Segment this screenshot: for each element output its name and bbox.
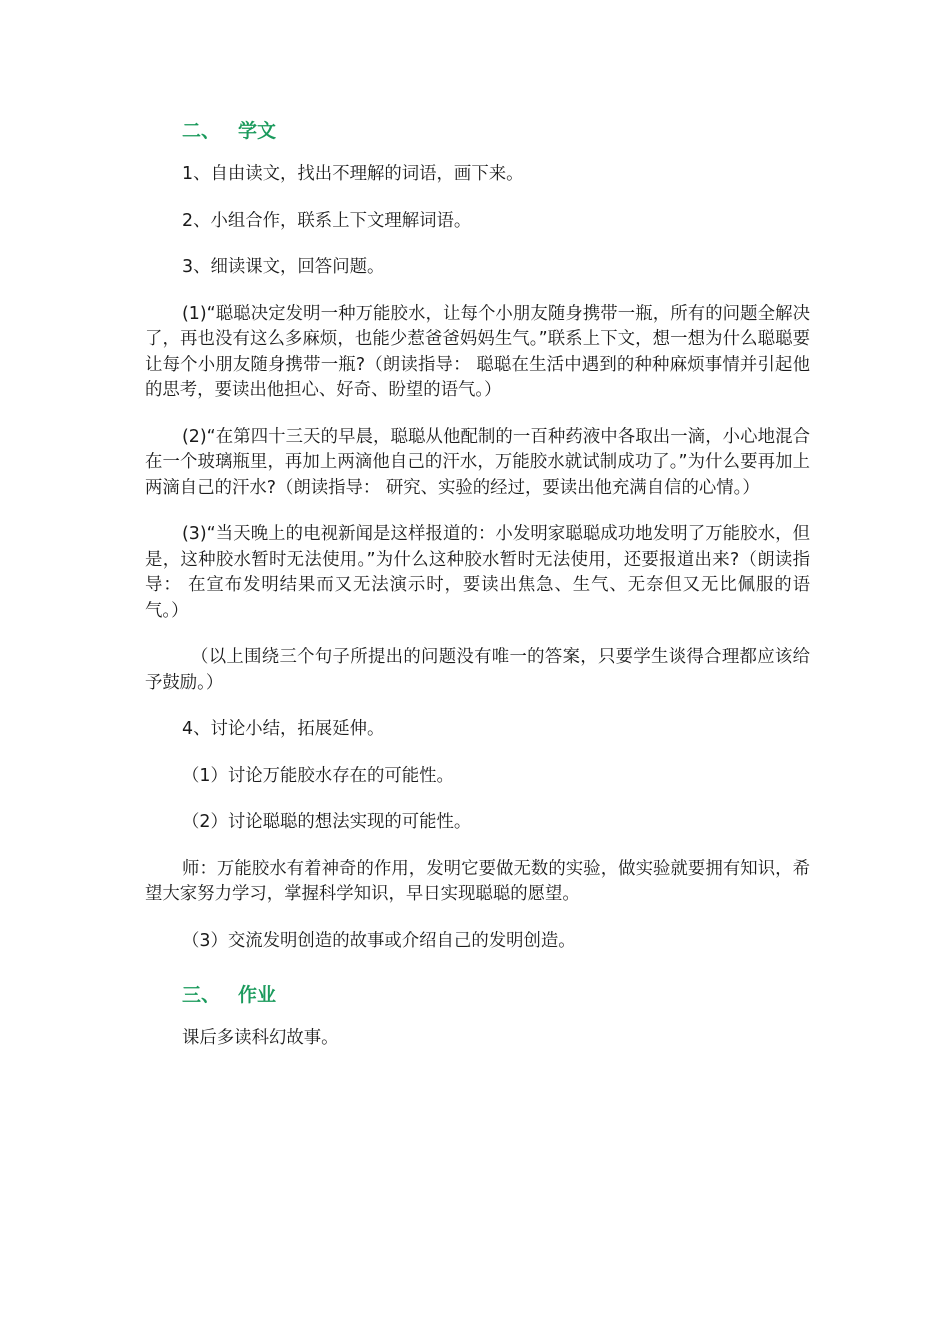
section-title: 作业 xyxy=(238,984,277,1006)
step-4-item-2: （2）讨论聪聪的想法实现的可能性。 xyxy=(182,812,472,832)
section-number: 三、 xyxy=(182,984,221,1006)
step-2: 2、小组合作，联系上下文理解词语。 xyxy=(182,210,472,231)
homework-text: 课后多读科幻故事。 xyxy=(182,1028,339,1048)
section-title: 学文 xyxy=(238,120,277,142)
step-4-item-1: （1）讨论万能胶水存在的可能性。 xyxy=(182,765,454,786)
step-4-item-3: （3）交流发明创造的故事或介绍自己的发明创造。 xyxy=(182,930,576,951)
document-page xyxy=(145,118,810,1073)
section-number: 二、 xyxy=(182,120,221,142)
question-2: (2)“在第四十三天的早晨，聪聪从他配制的一百种药液中各取出一滴，小心地混合在一个玻璃瓶里，再加上两滴他自己的汗水，万能胶水就试制成功了。”为什么要再加上两滴自己的汗水?（朗读指导： 研究、实验的经过，要读出他充满自信的心情。） xyxy=(145,426,810,498)
step-3: 3、细读课文，回答问题。 xyxy=(182,257,385,277)
step-1: 1、自由读文，找出不理解的词语，画下来。 xyxy=(182,164,524,184)
section-heading-homework xyxy=(145,982,810,1008)
question-3: (3)“当天晚上的电视新闻是这样报道的：小发明家聪聪成功地发明了万能胶水，但是，这种胶水暂时无法使用。”为什么这种胶水暂时无法使用，还要报道出来?（朗读指导： 在宣布发明结果而又无法演示时，要读出焦急、生气、无奈但又无比佩服的语气。） xyxy=(145,524,810,621)
answer-note: （以上围绕三个句子所提出的问题没有唯一的答案，只要学生谈得合理都应该给予鼓励。） xyxy=(145,647,810,693)
step-4-title: 4、讨论小结，拓展延伸。 xyxy=(182,719,385,739)
question-1: (1)“聪聪决定发明一种万能胶水，让每个小朋友随身携带一瓶，所有的问题全解决了，再也没有这么多麻烦，也能少惹爸爸妈妈生气。”联系上下文，想一想为什么聪聪要让每个小朋友随身携带一瓶?（朗读指导： 聪聪在生活中遇到的种种麻烦事情并引起他的思考，要读出他担心、好奇、盼望的语气。） xyxy=(145,303,810,400)
teacher-remark: 师：万能胶水有着神奇的作用，发明它要做无数的实验，做实验就要拥有知识，希望大家努力学习，掌握科学知识，早日实现聪聪的愿望。 xyxy=(145,858,810,904)
section-heading-study xyxy=(145,118,810,144)
